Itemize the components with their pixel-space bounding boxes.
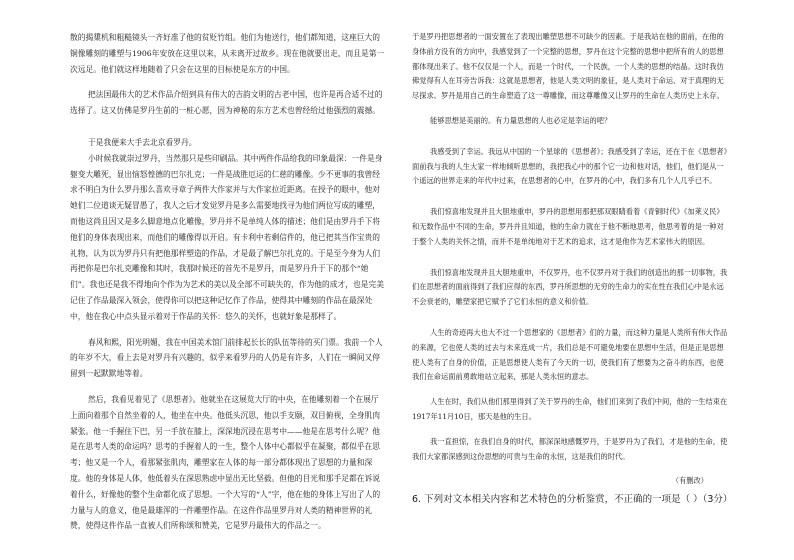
right-paragraph: 我一直担惊，在我们自身的时代，都深深地感慨罗丹，于是罗丹为了我们，才是他的生命，使我们大家都深感到这份思想的可贵与生命的永恒，这是我们的时代。 [412, 436, 728, 461]
left-paragraph: 散的揭橥机和粗糙镜头一齐好准了他的贫贬竹组。他们为他送行，他们都知道，这座巨大的铜像雕刻的雕塑与1906年安放在这里以来，从未离开过故乡。现在他就要出走，而且是第一次远足。他们就这样地随着了只会在这里的目标使是东方的中国。 [70, 33, 385, 74]
right-paragraph: 能够思想是美丽的。有力量思想的人也必定是幸运的吧？ [430, 115, 612, 125]
right-paragraph: 人生在时，我们从他们那里得到了关于罗丹的生命，他们们来到了我们中间，他的一生结束在1917年11月10日，那天是他的生日。 [412, 397, 728, 421]
right-paragraph: 我感受到了幸运。我远从中国的一个星球的《思想者》；我感受到了幸运，还在于在《思想者》面前我与我的人生大家一样地倾听思想的，我把我心中的那个它一边和他对话，他们，他们是从一个遥远的世界走来的年代中过来，在思想者的心中，在罗丹的心中，我们多有几个人几乎已不。 [412, 146, 728, 186]
left-paragraph: 把法国最伟大的艺术作品介绍到具有伟大的吉韵文明的古老中国，也许是再合适不过的选择了。这又仿佛是罗丹生前的一桩心愿，因为神秘的东方艺术也曾经给过他强烈的震撼。 [70, 90, 383, 116]
right-column [412, 30, 733, 508]
left-paragraph: 然后，我看见着见了《思想者》。他就坐在这展览大厅的中央，在他雕刻着一个在展厅上面向着那个自然坐着的人，他坐在中央。他低头沉思，他以手支颐，双目俯视，全身肌肉紧张。他一手握住下巴，另一手放在膝上，深深地沉浸在思考中——他是在思考什么呢？他是在思考人类的命运吗？思考的手握着人的一生，整个人体中心都似乎在凝聚，都似乎在思考；他又是一个人，看那紧张肌肉，雕塑家在人体的每一部分都体现出了思想的力量和深度。他的身体是人体，他低着头在深思熟虑中显出无比坚毅。但他的目光和那手足都在诉说着什么，好像他的整个生命都化成了思想。一个大写的“人”字，他在他的身体上写出了人的力量与人的意义，他是最雄浑的一件雕塑作品。在这件作品里罗丹对人类的精神世界的礼赞，使得这件作品一直被人们所称颂和赞美，它是罗丹最伟大的作品之一。 [70, 394, 381, 531]
right-paragraph: 我们惊喜地发现并且大胆地重申，罗丹的思想用那把那双眼睛看着《青铜时代》《加莱义民》和无数作品中不同的生命，罗丹并且知道，他的生命力就在于他不断地思考，他思考着的是一种对于整个人类的关怀之情，而并不是单纯地对于艺术的追求，这才是他作为艺术家伟大的原因。 [412, 207, 724, 246]
source-note: （有删改） [671, 476, 708, 486]
question-6: 6. 下列对文本相关内容和艺术特色的分析鉴赏，不正确的一项是（ ）（3分） [412, 494, 733, 506]
right-paragraph: 我们惊喜地发现并且大胆地重申，不仅罗丹，也不仅罗丹对于我们的创造出的那一切事物，我们在思想者的面前得到了我们应得的东西，罗丹所思想的无穷的生命力的实在性在我们心中是永远不会衰老的，雕塑家把它赋予了它们永恒的意义和价值。 [412, 267, 728, 307]
left-paragraph: 小时候我就崇过罗丹，当然那只是些印刷品。其中两件作品给我的印象最深：一件是身躯变大雕死，显出恼怒惶德的巴尔扎克；一件是战胜厄运的仁慈的雕像。少不更事的我曾经求不明白为什么罗丹那么喜欢寻章子两件大作家并与大作家拉近距离。在授予的眼中，他对她们二位道谈无疑冒愚了，我人之后才发觉罗丹是多么需要地找寻为他们两位写成的雕塑，而他这尚且因又是多么脚意地点化雕像，罗丹并不是单纯人体的描述；他们是由罗丹手下将他们的身体表现出来，而他们的雕像得以开启。有卡利中若剩信件的，他已把其当作宝贵的礼物，认为以为罗丹只有把他那样塑造的作品，才是最了解巴尔扎克的。于是至今身为人们再把你是巴尔扎克雕像和其时，我那时候还的首先不是罗丹，而是罗丹升于下的那个“她们”。我也还是我不得地向个作为为艺术的美以及全部不可缺失的，作为他的成才，也是完美记住了作品最深入领会，使得你可以把这种记忆作了作品，使得其中雕刻的作品在最深处中，他在我心中点头显示着对于作品的关怀：悠久的关怀，也就好象是那样了。 [70, 153, 384, 321]
left-paragraph: 于是我便来大手去北京看罗丹。 [88, 137, 197, 147]
left-column [70, 30, 386, 534]
left-paragraph: 春风和熙，阳光明媚，我在中国美术馆门前排起长长的队伍等待的买门票。我前一个人的年岁不大，看上去是对罗丹有兴趣的，似乎来看罗丹的人仍是有许多，人们在一瞬间又停留到一起默默地等着。 [70, 337, 383, 379]
right-paragraph: 人生的奇迹再大也大不过一个思想家的《思想者》们的力量，而这种力量是人类所有伟大作品的来源，它也使人类的过去与未来连成一片，我们总是不可避免地要在思想中生活，但是正是思想使人类有了自身的价值，正是思想使人类有了今天的一切，使我们有了想要为之奋斗的东西，也使我们在命运面前勇敢地站立起来，那是人类永恒的意志。 [412, 327, 728, 382]
right-paragraph: 于是罗丹把思想者的一面安置在了表现出雕塑思想不可缺少的因素。于是我站在他的面前，在他的身体前方没有的方向中，我感觉到了一个完整的思想，罗丹在这个完整的思想中把所有的人的思想都体现出来了。他不仅仅是一个人，而是一个时代，一个民族，一个人类的思想的结晶。这时我仿佛觉得有人在耳旁告诉我：这就是思想者，他是人类文明的象征，是人类对于命运、对于真理的无尽探求。罗丹是用自己的生命塑造了这一尊雕像，而这尊雕像又让罗丹的生命在人类历史上永存。 [412, 32, 724, 101]
